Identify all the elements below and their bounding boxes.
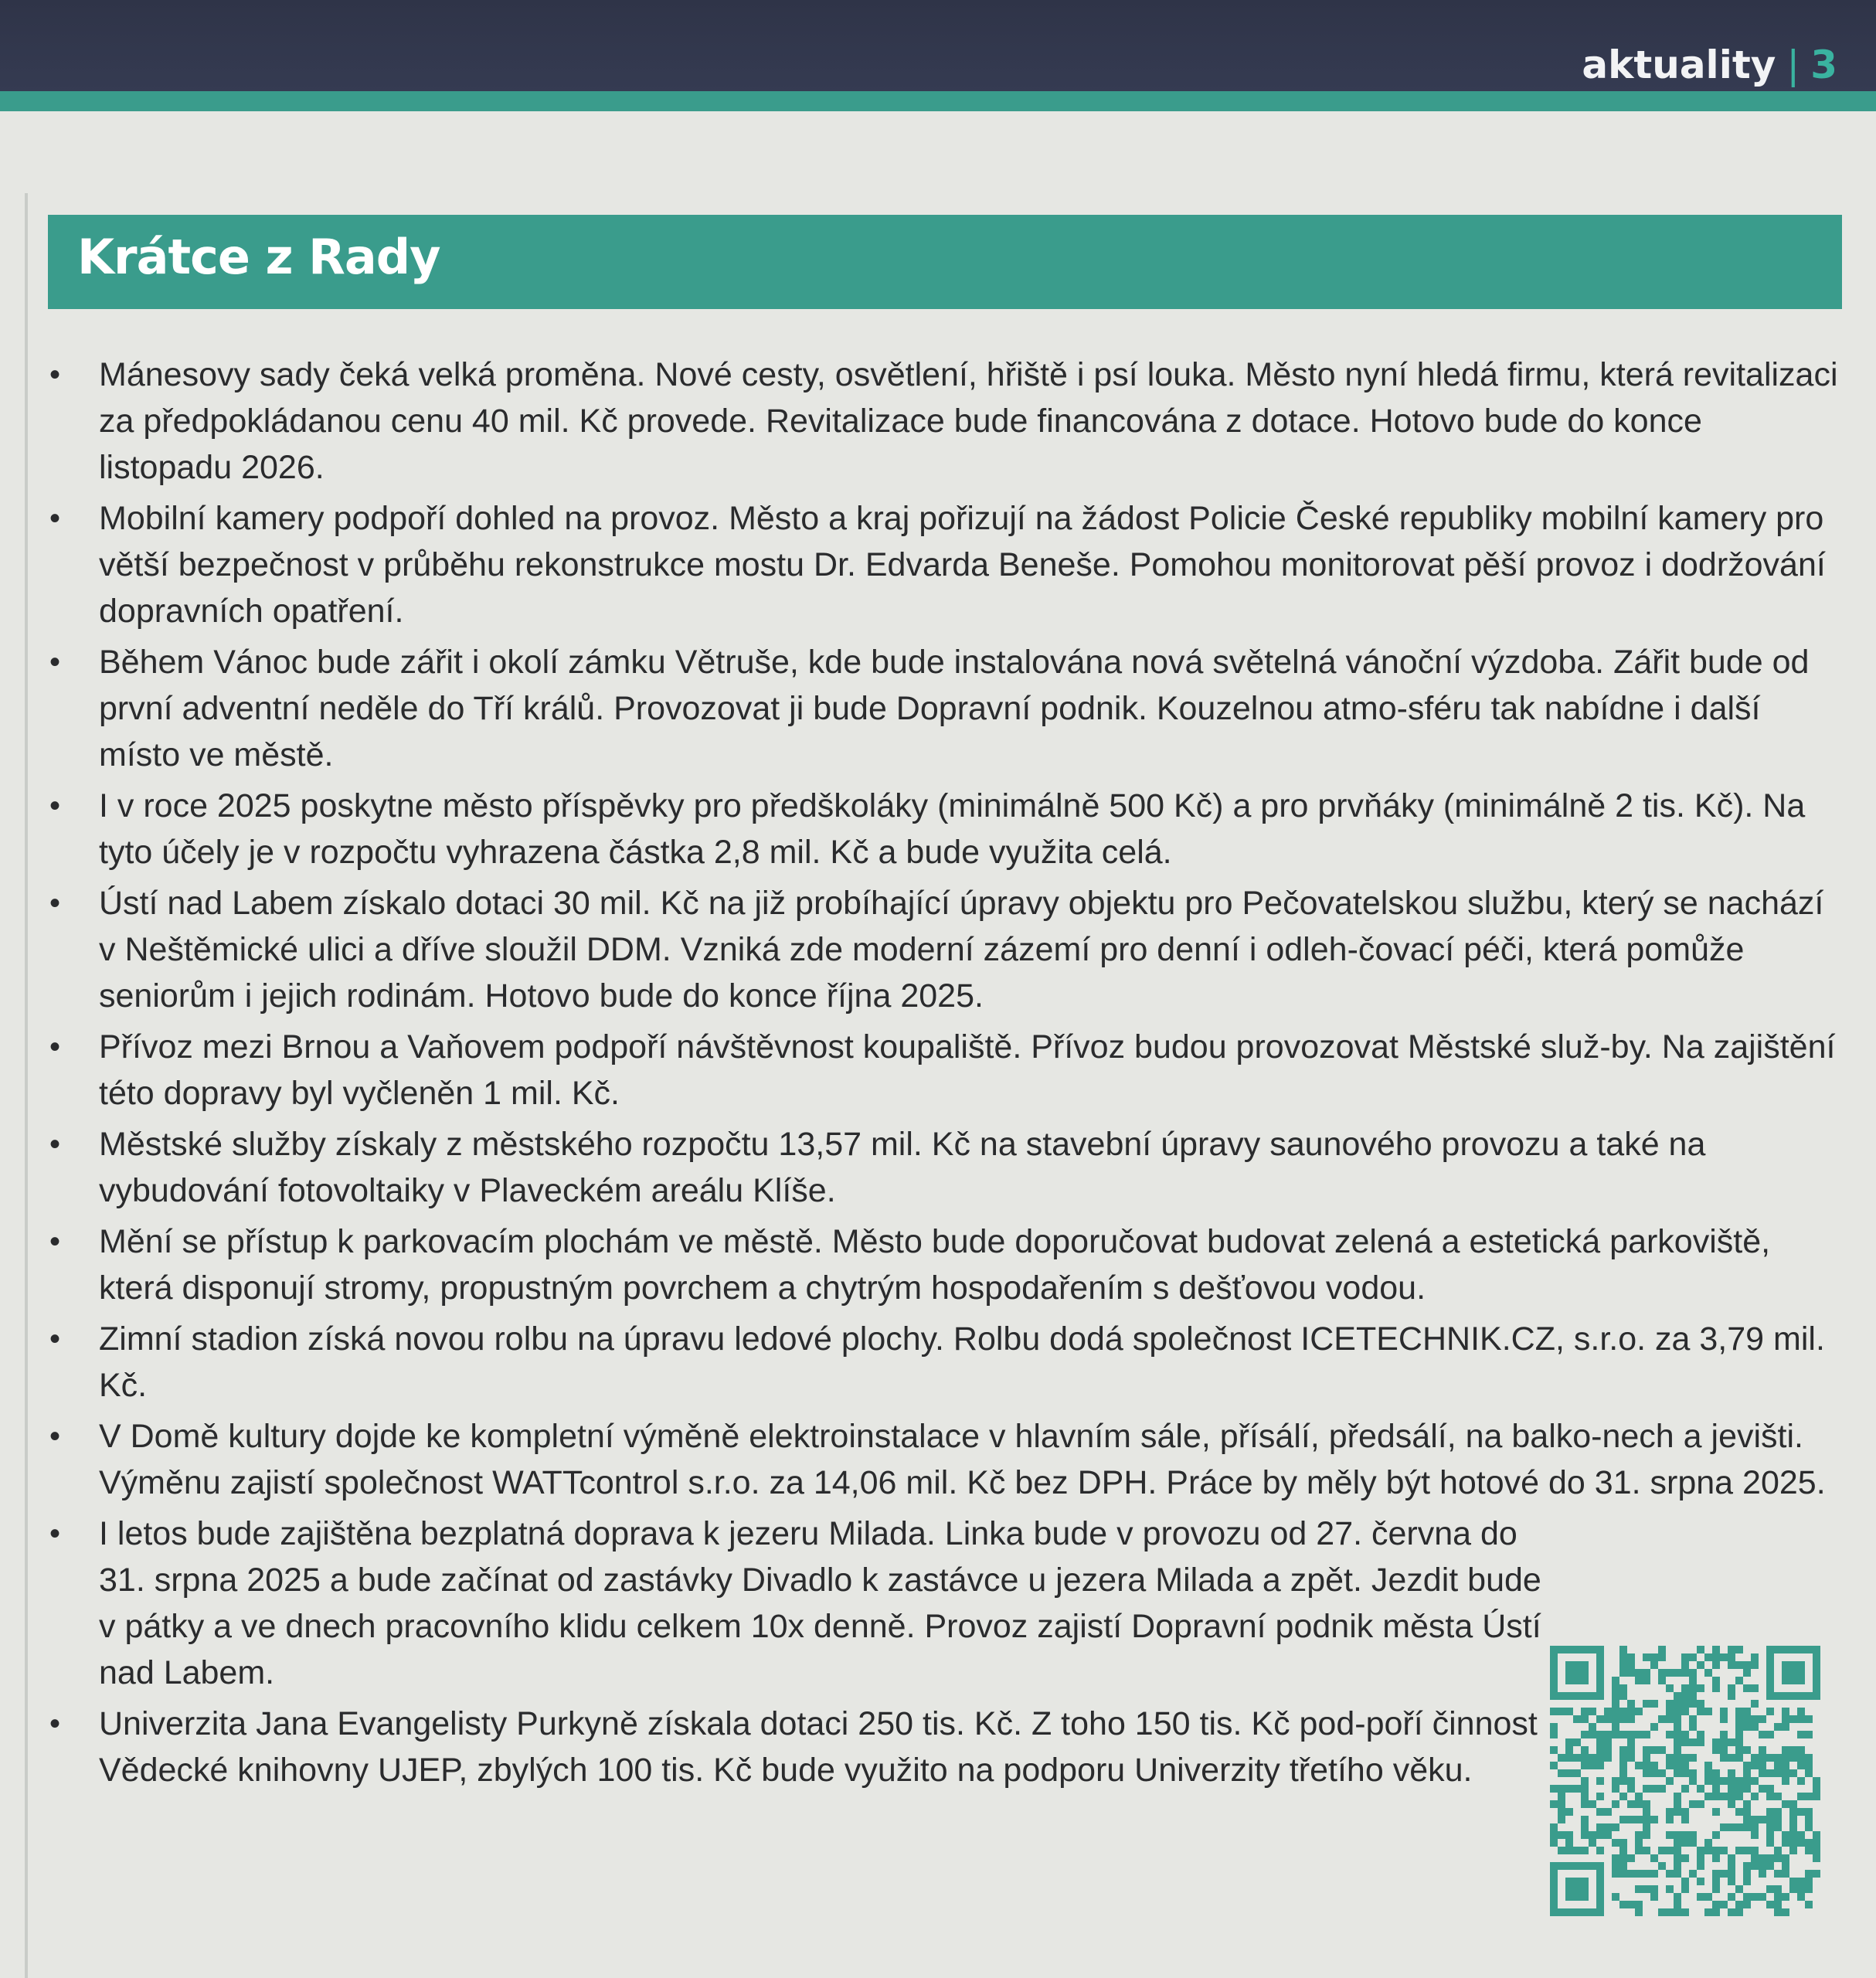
list-item — [46, 880, 1839, 1019]
title-band — [48, 215, 1842, 309]
page-edge — [25, 193, 28, 1978]
list-item — [46, 495, 1839, 634]
list-item — [46, 352, 1839, 491]
list-item-text: Během Vánoc bude zářit i okolí zámku Větruše, kde bude instalována nová světelná vánoční výzdoba. Zářit bude od první adventní neděle do Tří králů. Provozovat ji bude Dopravní podnik. Kouzelnou atmo-sféru tak nabídne i další místo ve městě. — [99, 644, 1810, 773]
list-item-text: Univerzita Jana Evangelisty Purkyně získala dotaci 250 tis. Kč. Z toho 150 tis. Kč pod-poří činnost Vědecké knihovny UJEP, zbylých 100 tis. Kč bude využito na podporu Univerzity třetího věku. — [99, 1705, 1538, 1789]
list-item-text: Městské služby získaly z městského rozpočtu 13,57 mil. Kč na stavební úpravy saunového provozu a také na vybudování fotovoltaiky v Plaveckém areálu Klíše. — [99, 1126, 1706, 1209]
bullet-icon: • — [49, 789, 61, 823]
bullet-icon: • — [49, 1419, 61, 1453]
article-title: Krátce z Rady — [77, 229, 440, 285]
bullet-icon: • — [49, 1322, 61, 1356]
bullet-icon: • — [49, 886, 61, 920]
section-name: aktuality — [1582, 42, 1776, 87]
list-item — [46, 1218, 1839, 1311]
bullet-icon: • — [49, 645, 61, 679]
list-item — [46, 1413, 1839, 1506]
list-item-text: Zimní stadion získá novou rolbu na úpravu ledové plochy. Rolbu dodá společnost ICETECHNIK.CZ, s.r.o. za 3,79 mil. Kč. — [99, 1320, 1825, 1404]
bullet-icon: • — [49, 1225, 61, 1259]
news-list — [46, 352, 1839, 1798]
list-item-text: I v roce 2025 poskytne město příspěvky pro předškoláky (minimálně 500 Kč) a pro prvňáky (minimálně 2 tis. Kč). Na tyto účely je v rozpočtu vyhrazena částka 2,8 mil. Kč a bude využita celá. — [99, 787, 1806, 871]
list-item — [46, 1511, 1567, 1696]
list-item-text: Ústí nad Labem získalo dotaci 30 mil. Kč na již probíhající úpravy objektu pro Pečovatelskou službu, který se nachází v Neštěmické ulici a dříve sloužil DDM. Vzniká zde moderní zázemí pro denní i odleh-čovací péči, která pomůže seniorům i jejich rodinám. Hotovo bude do konce října 2025. — [99, 885, 1824, 1014]
list-item-text: I letos bude zajištěna bezplatná doprava k jezeru Milada. Linka bude v provozu od 27. června do 31. srpna 2025 a bude začínat od zastávky Divadlo k zastávce u jezera Milada a zpět. Jezdit bude v pátky a ve dnech pracovního klidu celkem 10x denně. Provoz zajistí Dopravní podnik města Ústí nad Labem. — [99, 1515, 1541, 1691]
header-separator: | — [1786, 42, 1800, 87]
list-item-text: Přívoz mezi Brnou a Vaňovem podpoří návštěvnost koupaliště. Přívoz budou provozovat Městské služ-by. Na zajištění této dopravy byl vyčleněn 1 mil. Kč. — [99, 1028, 1836, 1112]
list-item-text: Mánesovy sady čeká velká proměna. Nové cesty, osvětlení, hřiště i psí louka. Město nyní hledá firmu, která revitalizaci za předpokládanou cenu 40 mil. Kč provede. Revitalizace bude financována z dotace. Hotovo bude do konce listopadu 2026. — [99, 356, 1838, 486]
bullet-icon: • — [49, 1517, 61, 1551]
page-number: 3 — [1810, 42, 1837, 87]
list-item — [46, 1701, 1582, 1793]
bullet-icon: • — [49, 501, 61, 535]
list-item-text: Mobilní kamery podpoří dohled na provoz. Město a kraj pořizují na žádost Policie České republiky mobilní kamery pro větší bezpečnost v průběhu rekonstrukce mostu Dr. Edvarda Beneše. Pomohou monitorovat pěší provoz i dodržování dopravních opatření. — [99, 500, 1826, 630]
list-item — [46, 1121, 1839, 1214]
bullet-icon: • — [49, 358, 61, 392]
page-header — [1582, 34, 1837, 96]
list-item — [46, 639, 1839, 778]
list-item — [46, 1024, 1839, 1116]
list-item-text: Mění se přístup k parkovacím plochám ve městě. Město bude doporučovat budovat zelená a estetická parkoviště, která disponují stromy, propustným povrchem a chytrým hospodařením s dešťovou vodou. — [99, 1223, 1771, 1307]
bullet-icon: • — [49, 1707, 61, 1741]
list-item — [46, 783, 1839, 875]
bullet-icon: • — [49, 1030, 61, 1064]
qr-code-icon — [1550, 1646, 1820, 1916]
list-item — [46, 1316, 1839, 1409]
bullet-icon: • — [49, 1127, 61, 1161]
list-item-text: V Domě kultury dojde ke kompletní výměně elektroinstalace v hlavním sále, přísálí, předsálí, na balko-nech a jevišti. Výměnu zajistí společnost WATTcontrol s.r.o. za 14,06 mil. Kč bez DPH. Práce by měly být hotové do 31. srpna 2025. — [99, 1418, 1826, 1501]
